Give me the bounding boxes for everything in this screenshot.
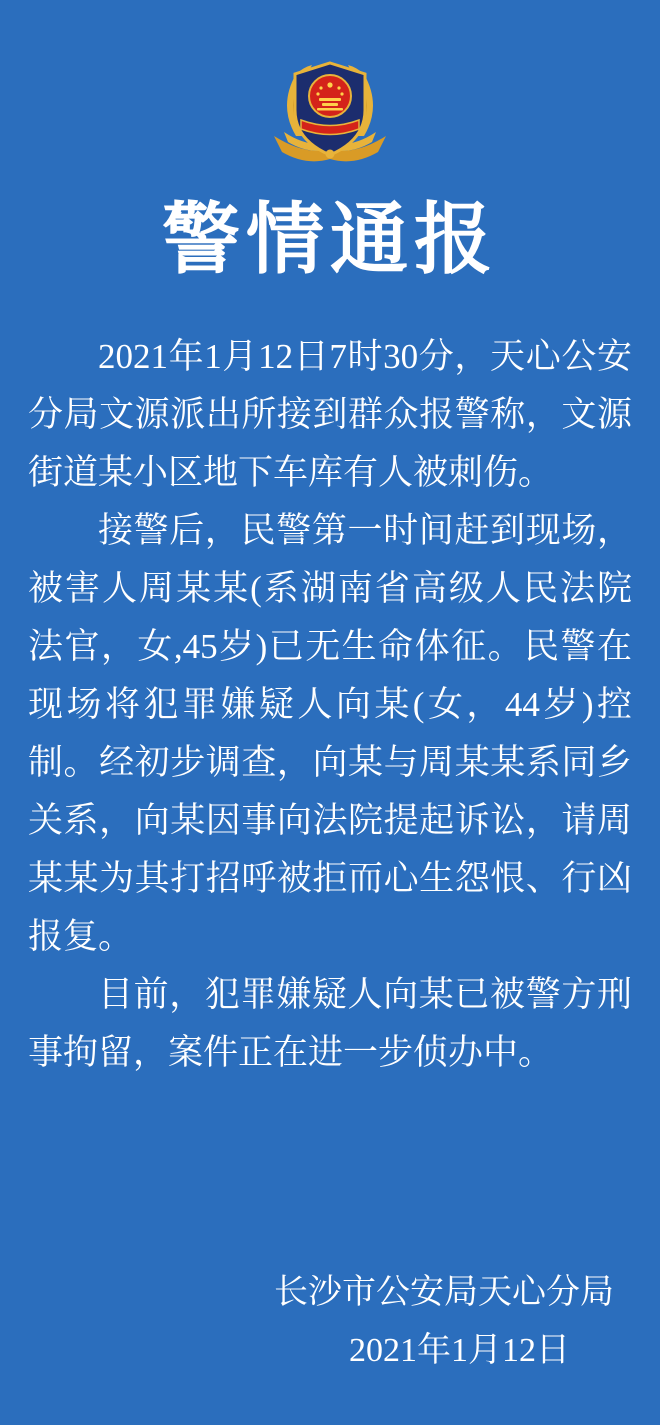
police-emblem-icon: [268, 58, 392, 172]
paragraph-status: 目前，犯罪嫌疑人向某已被警方刑事拘留，案件正在进一步侦办中。: [28, 975, 632, 1072]
notice-title: 警情通报: [161, 196, 498, 283]
notice-body: [28, 328, 632, 1082]
paragraph-investigation: 接警后，民警第一时间赶到现场，被害人周某某(系湖南省高级人民法院法官，女,45岁)已无生命体征。民警在现场将犯罪嫌疑人向某(女，44岁)控制。经初步调查，向某与周某某系同乡关系，向某因事向法院提起诉讼，请周某某为其打招呼被拒而心生怨恨、行凶报复。: [28, 511, 632, 956]
signature-date: 2021年1月12日: [349, 1332, 570, 1369]
signature-block: [0, 1264, 660, 1380]
paragraph-report: 2021年1月12日7时30分，天心公安分局文源派出所接到群众报警称，文源街道某小区地下车库有人被刺伤。: [28, 337, 632, 492]
emblem-container: [0, 0, 660, 172]
signature-issuer: 长沙市公安局天心分局: [274, 1274, 614, 1311]
